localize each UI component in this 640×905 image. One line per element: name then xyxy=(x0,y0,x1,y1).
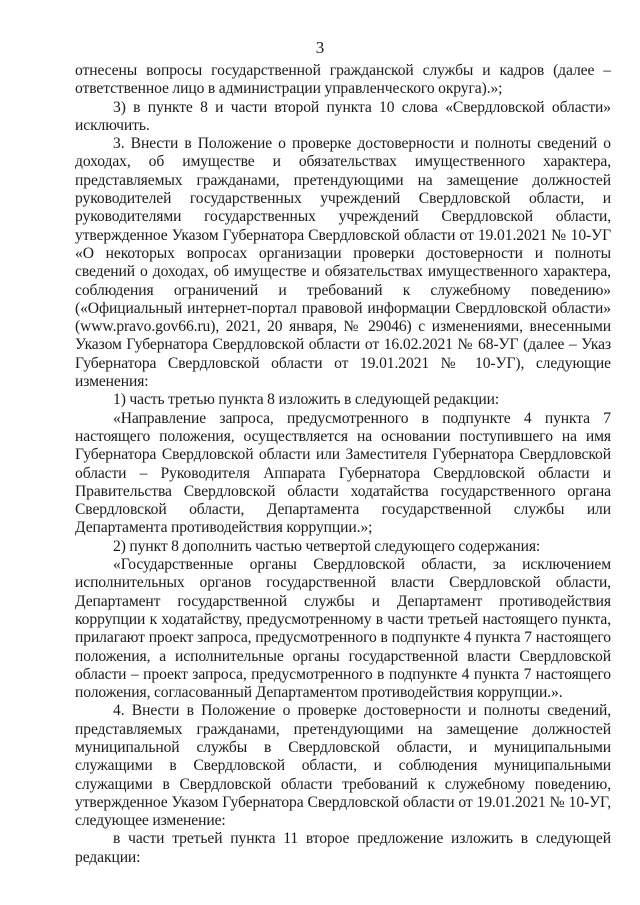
paragraph-subitem-2: 2) пункт 8 дополнить частью четвертой следующего содержания: xyxy=(113,537,541,555)
paragraph-item-3: 3) в пункте 8 и части второй пункта 10 слова «Свердловской области» исключить. xyxy=(75,98,611,134)
paragraph-final: в части третьей пункта 11 второе предложение изложить в следующей редакции: xyxy=(75,830,611,866)
paragraph-section-4: 4. Внести в Положение о проверке достоверности и полноты сведений, представляемых гражданами, претендующими на замещение должностей муниципальной службы в Свердловской области, и муниципальными служащими в Свердловской области, и соблюдения муниципальными служащими в Свердловской области требований к служебному поведению, утвержденное Указом Губернатора Свердловской области от 19.01.2021 № 10-УГ, следующее изменение: xyxy=(75,702,611,830)
page-number: 3 xyxy=(315,38,325,57)
paragraph-continuation: отнесены вопросы государственной гражданской службы и кадров (далее – ответственное лицо в администрации управленческого округа).»; xyxy=(75,62,611,98)
paragraph-quote-2: «Государственные органы Свердловской области, за исключением исполнительных органов государственной власти Свердловской области, Департамент государственной службы и Департамент противодействия коррупции к ходатайству, предусмотренному в части третьей настоящего пункта, прилагают проект запроса, предусмотренного в подпункте 4 пункта 7 настоящего положения, а исполнительные органы государственной власти Свердловской области – проект запроса, предусмотренного в подпункте 4 пункта 7 настоящего положения, согласованный Департаментом противодействия коррупции.». xyxy=(75,556,611,702)
paragraph-quote-1: «Направление запроса, предусмотренного в подпункте 4 пункта 7 настоящего положения, осуществляется на основании поступившего на имя Губернатора Свердловской области или Заместителя Губернатора Свердловской области – Руководителя Аппарата Губернатора Свердловской области и Правительства Свердловской области ходатайства государственного органа Свердловской области, Департамента государственной службы или Департамента противодействия коррупции.»; xyxy=(75,409,611,537)
paragraph-section-3: 3. Внести в Положение о проверке достоверности и полноты сведений о доходах, об имуществе и обязательствах имущественного характера, представляемых гражданами, претендующими на замещение должностей руководителей государственных учреждений Свердловской области, и руководителями государственных учреждений Свердловской области, утвержденное Указом Губернатора Свердловской области от 19.01.2021 № 10-УГ «О некоторых вопросах организации проверки достоверности и полноты сведений о доходах, об имуществе и обязательствах имущественного характера, соблюдения ограничений и требований к служебному поведению» («Официальный интернет-портал правовой информации Свердловской области» (www.pravo.gov66.ru), 2021, 20 января, № 29046) с изменениями, внесенными Указом Губернатора Свердловской области от 16.02.2021 № 68-УГ (далее – Указ Губернатора Свердловской области от 19.01.2021 № 10-УГ), следующие изменения: xyxy=(75,135,611,391)
document-body xyxy=(75,62,611,867)
paragraph-subitem-1: 1) часть третью пункта 8 изложить в следующей редакции: xyxy=(113,391,500,409)
